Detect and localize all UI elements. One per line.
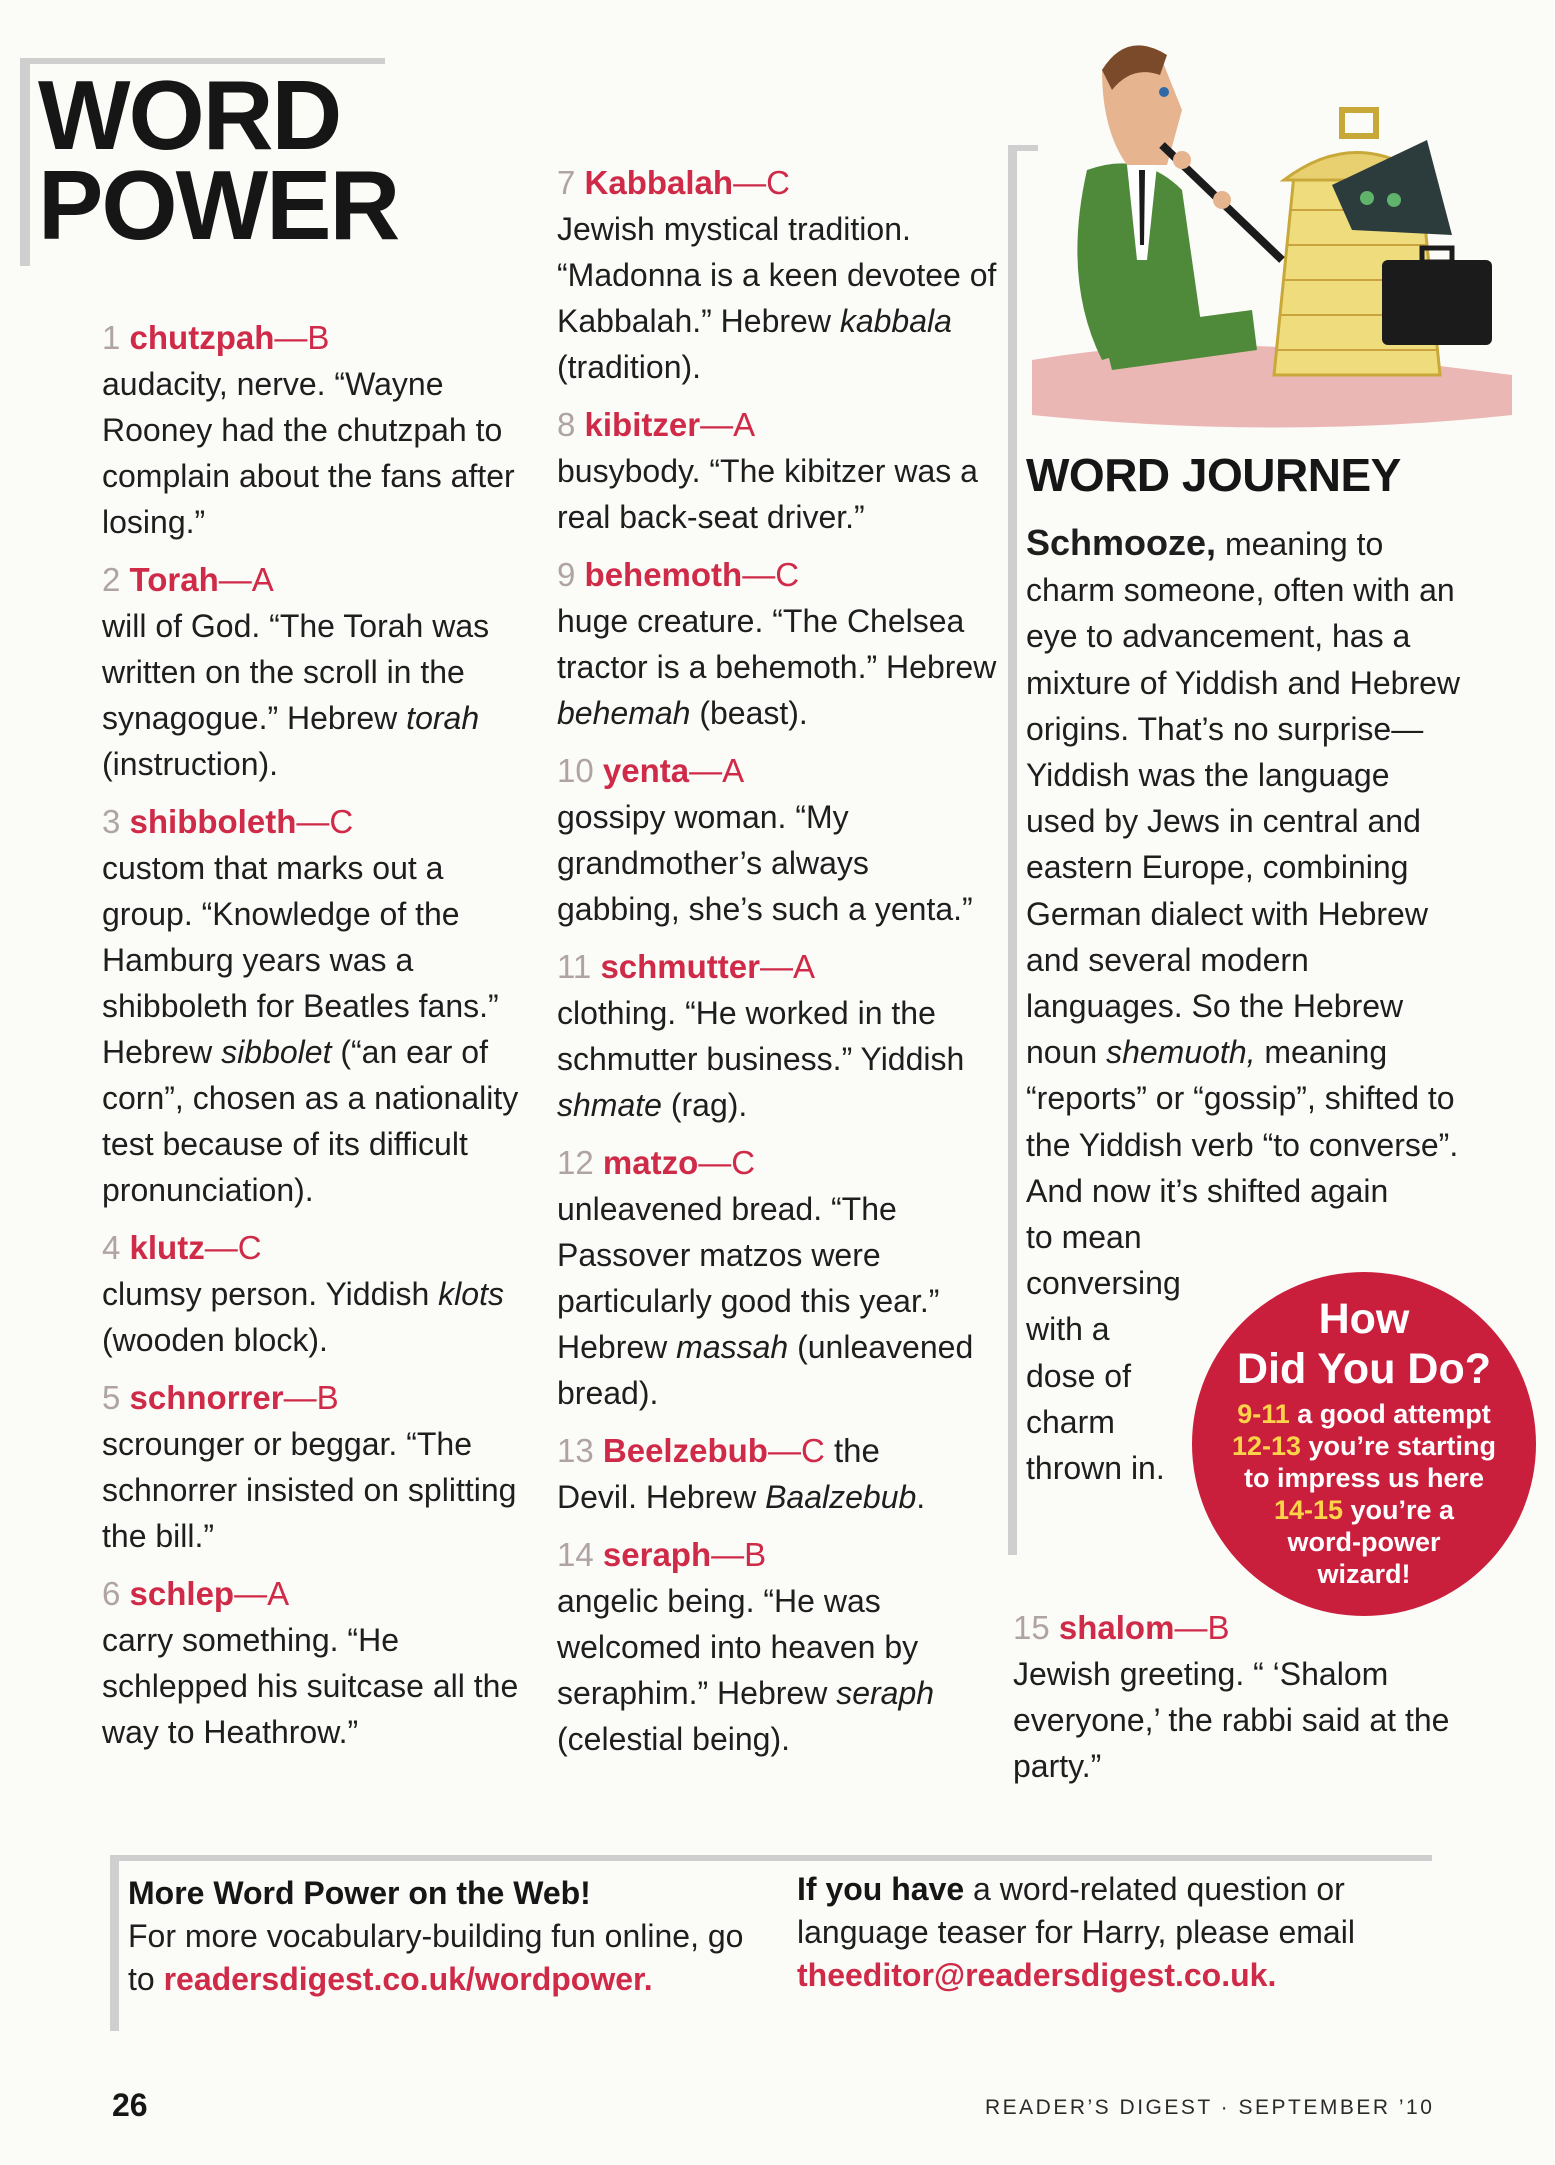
word-entry (102, 1375, 522, 1559)
entry-trailing-text: the (833, 1432, 880, 1469)
entry-dash: — (296, 803, 330, 840)
entry-definition-text: Devil. Hebrew (557, 1479, 766, 1515)
entry-definition (102, 1617, 522, 1755)
entry-definition (102, 845, 522, 1213)
word-journey-lead: Schmooze, (1026, 522, 1217, 563)
entry-etymon: seraph (836, 1675, 935, 1711)
entry-definition (557, 1578, 997, 1762)
entry-number: 5 (102, 1379, 121, 1416)
entry-dash: — (204, 1229, 238, 1266)
entry-heading (557, 160, 997, 206)
word-journey-narrow-line: to mean (1026, 1219, 1142, 1256)
entry-dash: — (700, 406, 734, 443)
entry-number: 2 (102, 561, 121, 598)
entry-etymon: sibbolet (221, 1034, 332, 1070)
badge-title-line2: Did You Do? (1237, 1345, 1491, 1393)
entry-definition (557, 206, 997, 390)
word-journey-part2: meaning “reports” or “gossip”, shifted to the Yiddish verb “to converse”. And now it’s shifted again (1026, 1034, 1459, 1209)
entry-dash: — (742, 556, 776, 593)
entry-dash: — (767, 1432, 801, 1469)
entry-definition-text: will of God. “The Torah was written on the scroll in the synagogue.” Hebrew (102, 608, 490, 736)
entry-answer: B (744, 1536, 767, 1573)
word-entry (557, 1428, 997, 1520)
entry-number: 3 (102, 803, 121, 840)
badge-score-line (1192, 1526, 1536, 1558)
web-promo-text: For more vocabulary-building fun online, go to (128, 1918, 744, 1997)
entry-answer: A (251, 561, 274, 598)
entry-word: yenta (602, 752, 690, 789)
entry-dash: — (283, 1379, 317, 1416)
entry-word: Torah (129, 561, 219, 598)
entry-number: 4 (102, 1229, 121, 1266)
entry-definition-text: clothing. “He worked in the schmutter business.” Yiddish (557, 995, 965, 1077)
entry-answer: A (733, 406, 756, 443)
entry-definition-text: clumsy person. Yiddish (102, 1276, 439, 1312)
entry-answer: A (722, 752, 745, 789)
entry-word: Beelzebub (602, 1432, 768, 1469)
entry-definition (1013, 1651, 1453, 1789)
badge-score-text: word-power (1287, 1527, 1441, 1557)
word-entry (102, 315, 522, 545)
bottom-box-rule-left (110, 1855, 119, 2031)
entry-etymon: behemah (557, 695, 691, 731)
entry-heading (557, 552, 997, 598)
entry-heading (102, 1225, 522, 1271)
word-entry (557, 944, 997, 1128)
word-entry (557, 1532, 997, 1762)
word-journey-narrow-line: thrown in. (1026, 1450, 1165, 1487)
entry-answer: C (775, 556, 800, 593)
entry-definition-text: . (916, 1479, 926, 1515)
entry-number: 13 (557, 1432, 594, 1469)
word-entry (102, 1571, 522, 1755)
entry-word: klutz (129, 1229, 205, 1266)
badge-title (1192, 1294, 1536, 1394)
entry-word: schnorrer (129, 1379, 284, 1416)
word-entry (102, 557, 522, 787)
entry-definition-text: huge creature. “The Chelsea tractor is a behemoth.” Hebrew (557, 603, 997, 685)
entry-definition-text: (unleavened bread). (557, 1329, 974, 1411)
entry-number: 14 (557, 1536, 594, 1573)
word-entry (557, 748, 997, 932)
entry-number: 10 (557, 752, 594, 789)
entry-word: behemoth (584, 556, 743, 593)
entry-definition (102, 1271, 522, 1363)
entry-heading (102, 1571, 522, 1617)
entry-etymon: kabbala (839, 303, 952, 339)
entry-etymon: klots (438, 1276, 504, 1312)
entry-dash: — (218, 561, 252, 598)
entry-answer: C (766, 164, 790, 201)
entry-word: seraph (602, 1536, 712, 1573)
entry-definition (102, 603, 522, 787)
entry-dash: — (274, 319, 308, 356)
word-entry (557, 160, 997, 390)
entry-definition-text: (beast). (690, 695, 808, 731)
entry-answer: A (267, 1575, 290, 1612)
word-entry (102, 799, 522, 1213)
word-entry (557, 1140, 997, 1416)
entry-word: shalom (1058, 1609, 1175, 1646)
illustration-snake-charmer (1032, 30, 1532, 450)
entry-heading (102, 1375, 522, 1421)
badge-score-range: 14-15 (1273, 1495, 1343, 1525)
bottom-box-rule-top (110, 1855, 1432, 1861)
entry-dash: — (234, 1575, 268, 1612)
entry-word: schlep (129, 1575, 235, 1612)
entry-answer: A (792, 948, 815, 985)
badge-title-line1: How (1318, 1295, 1410, 1343)
entry-definition-text: gossipy woman. “My grandmother’s always gabbing, she’s such a yenta.” (557, 799, 973, 927)
entry-number: 9 (557, 556, 576, 593)
entry-definition-text: unleavened bread. “The Passover matzos were particularly good this year.” Hebrew (557, 1191, 940, 1365)
entry-heading (102, 315, 522, 361)
entries-column-3 (1013, 1605, 1453, 1801)
word-journey-narrow-line: conversing (1026, 1265, 1181, 1302)
title-rule-left (20, 58, 30, 266)
word-entry (102, 1225, 522, 1363)
entry-number: 15 (1013, 1609, 1050, 1646)
entry-answer: C (329, 803, 354, 840)
publication-footer: READER’S DIGEST · SEPTEMBER ’10 (985, 2096, 1435, 2119)
word-journey-italic: shemuoth, (1106, 1034, 1256, 1071)
entries-column-2 (557, 160, 997, 1774)
badge-score-text: you’re a (1343, 1495, 1455, 1525)
badge-score-text: you’re starting (1301, 1431, 1497, 1461)
entry-answer: B (316, 1379, 339, 1416)
page-title-line1: WORD (38, 60, 341, 170)
entry-definition (102, 361, 522, 545)
entry-etymon: Baalzebub (765, 1479, 917, 1515)
entry-definition-text: busybody. “The kibitzer was a real back-seat driver.” (557, 453, 978, 535)
entries-column-1 (102, 315, 522, 1767)
entry-definition (557, 990, 997, 1128)
word-entry (557, 402, 997, 540)
badge-score-text: a good attempt (1289, 1399, 1491, 1429)
entry-definition-text: (celestial being). (557, 1721, 790, 1757)
entry-definition (102, 1421, 522, 1559)
entry-heading (557, 748, 997, 794)
page-number: 26 (112, 2087, 148, 2123)
entry-dash: — (1174, 1609, 1208, 1646)
entry-definition-text: carry something. “He schlepped his suitcase all the way to Heathrow.” (102, 1622, 519, 1750)
entry-definition-text: (instruction). (102, 746, 279, 782)
entry-etymon: shmate (557, 1087, 662, 1123)
entry-etymon: torah (406, 700, 480, 736)
word-entry (1013, 1605, 1453, 1789)
entry-dash: — (733, 164, 767, 201)
entry-number: 8 (557, 406, 576, 443)
entry-answer: B (307, 319, 330, 356)
entry-definition-text: (rag). (661, 1087, 748, 1123)
entry-heading (102, 799, 522, 845)
word-journey-rule-left (1008, 145, 1017, 1555)
word-journey-narrow-line: dose of (1026, 1357, 1131, 1394)
entry-dash: — (698, 1144, 732, 1181)
entry-definition (557, 1186, 997, 1416)
page-title (38, 60, 399, 260)
badge-score-line (1192, 1430, 1536, 1462)
entry-heading (557, 1532, 997, 1578)
word-entry (557, 552, 997, 736)
entry-definition-text: Jewish greeting. “ ‘Shalom everyone,’ the rabbi said at the party.” (1013, 1656, 1450, 1784)
badge-score-range: 9-11 (1237, 1399, 1290, 1429)
page-title-line2: POWER (38, 150, 399, 260)
entry-number: 6 (102, 1575, 121, 1612)
entry-definition (557, 1474, 997, 1520)
badge-score-text: wizard! (1317, 1559, 1411, 1589)
entry-dash: — (689, 752, 723, 789)
entry-definition-text: audacity, nerve. “Wayne Rooney had the chutzpah to complain about the fans after losing.” (102, 366, 515, 540)
entry-answer: C (800, 1432, 825, 1469)
badge-score-line (1192, 1494, 1536, 1526)
entry-definition-text: (tradition). (557, 349, 702, 385)
contact-editor-lead: If you have (797, 1871, 965, 1907)
entry-heading (557, 944, 997, 990)
entry-answer: C (731, 1144, 756, 1181)
entry-number: 1 (102, 319, 121, 356)
contact-editor-text: a word-related question or language teaser for Harry, please email (797, 1871, 1355, 1950)
entry-definition (557, 598, 997, 736)
entry-definition-text: (“an ear of corn”, chosen as a nationality test because of its difficult pronunciation). (102, 1034, 519, 1208)
entry-number: 11 (557, 948, 592, 985)
word-journey-heading: WORD JOURNEY (1026, 449, 1401, 501)
editor-email-link[interactable]: theeditor@readersdigest.co.uk. (797, 1957, 1277, 1993)
entry-definition (557, 448, 997, 540)
entry-etymon: massah (676, 1329, 789, 1365)
badge-score-line (1192, 1462, 1536, 1494)
entry-word: Kabbalah (584, 164, 734, 201)
word-journey-narrow-line: with a (1026, 1311, 1110, 1348)
entry-word: shibboleth (129, 803, 297, 840)
badge-score-lines (1192, 1398, 1536, 1590)
entry-heading (102, 557, 522, 603)
entry-heading (557, 1428, 997, 1474)
entry-answer: B (1207, 1609, 1230, 1646)
entry-heading (557, 1140, 997, 1186)
entry-definition-text: Jewish mystical tradition. “Madonna is a keen devotee of Kabbalah.” Hebrew (557, 211, 997, 339)
entry-word: schmutter (600, 948, 760, 985)
entry-number: 7 (557, 164, 576, 201)
word-journey-part1: meaning to charm someone, often with an eye to advancement, has a mixture of Yiddish and Hebrew origins. That’s no surprise—Yiddish was the language used by Jews in central and eastern Europe, combining German dialect with Hebrew and several modern languages. So the Hebrew noun (1026, 526, 1460, 1071)
web-promo-heading: More Word Power on the Web! (128, 1875, 591, 1911)
entry-number: 12 (557, 1144, 594, 1181)
how-did-you-do-badge (1192, 1272, 1536, 1616)
contact-editor (797, 1868, 1437, 1997)
entry-dash: — (711, 1536, 745, 1573)
badge-score-text: to impress us here (1243, 1463, 1485, 1493)
entry-word: matzo (602, 1144, 699, 1181)
entry-definition (557, 794, 997, 932)
word-journey-narrow-line: charm (1026, 1403, 1115, 1440)
badge-score-line (1192, 1398, 1536, 1430)
badge-score-range: 12-13 (1231, 1431, 1301, 1461)
wordpower-link[interactable]: readersdigest.co.uk/wordpower. (163, 1961, 653, 1997)
entry-definition-text: (wooden block). (102, 1322, 328, 1358)
entry-definition-text: custom that marks out a group. “Knowledge of the Hamburg years was a shibboleth for Beatles fans.” Hebrew (102, 850, 499, 1070)
entry-word: chutzpah (129, 319, 275, 356)
web-promo (128, 1872, 768, 2001)
entry-word: kibitzer (584, 406, 701, 443)
entry-definition-text: angelic being. “He was welcomed into heaven by seraphim.” Hebrew (557, 1583, 919, 1711)
entry-heading (557, 402, 997, 448)
badge-score-line (1192, 1558, 1536, 1590)
entry-answer: C (237, 1229, 262, 1266)
entry-dash: — (759, 948, 793, 985)
entry-definition-text: scrounger or beggar. “The schnorrer insisted on splitting the bill.” (102, 1426, 517, 1554)
